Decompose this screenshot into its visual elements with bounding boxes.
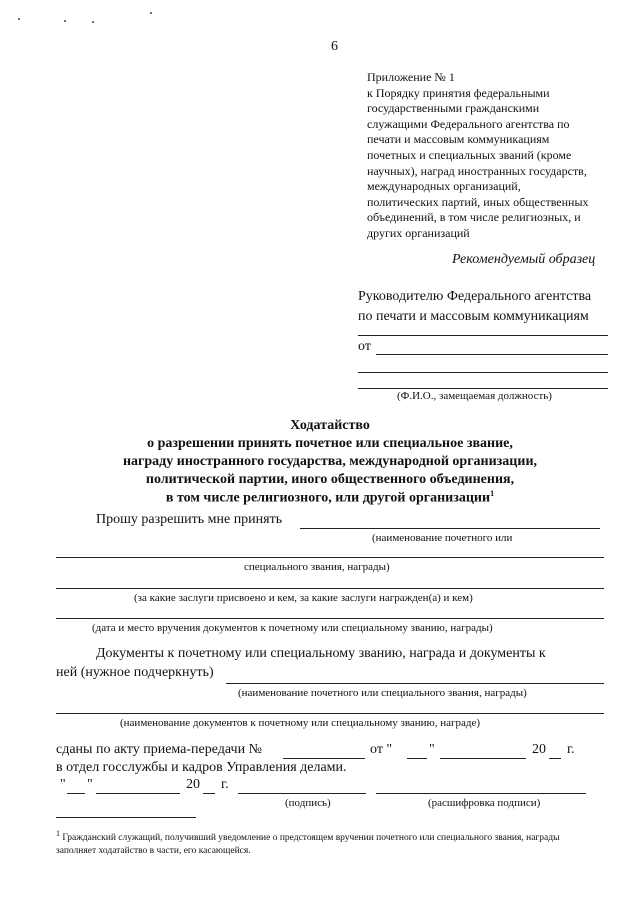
document-title: Ходатайство bbox=[290, 418, 370, 433]
title-name-field-2[interactable] bbox=[56, 557, 604, 558]
sign-year-suffix: г. bbox=[221, 777, 229, 792]
addressee-line: Руководителю Федерального агентства bbox=[358, 289, 592, 304]
request-caption: (дата и место вручения документов к почетному или специальному званию, награды) bbox=[92, 622, 493, 634]
request-caption: (за какие заслуги присвоено и кем, за какие заслуги награжден(а) и кем) bbox=[134, 592, 473, 604]
date-close-quote: " bbox=[87, 777, 93, 792]
appendix-line: почетных и специальных званий (кроме bbox=[367, 147, 572, 162]
from-label: от bbox=[358, 339, 371, 354]
sign-year: 20 bbox=[186, 777, 200, 792]
from-field[interactable] bbox=[376, 354, 608, 355]
documents-list-field[interactable] bbox=[56, 713, 604, 714]
sign-year-field[interactable] bbox=[203, 793, 215, 794]
merits-field[interactable] bbox=[56, 588, 604, 589]
addressee-line: по печати и массовым коммуникациям bbox=[358, 309, 589, 324]
footnote bbox=[56, 827, 596, 858]
act-year-field[interactable] bbox=[549, 758, 561, 759]
signature-caption: (подпись) bbox=[285, 797, 331, 809]
act-day-field[interactable] bbox=[407, 758, 427, 759]
act-number-field[interactable] bbox=[283, 758, 365, 759]
scan-speck bbox=[64, 20, 66, 22]
appendix-line: международных организаций, bbox=[367, 179, 521, 194]
scan-speck bbox=[18, 18, 20, 20]
appendix-line: печати и массовым коммуникациям bbox=[367, 132, 550, 147]
request-text: Прошу разрешить мне принять bbox=[96, 512, 283, 527]
title-name-field[interactable] bbox=[300, 528, 600, 529]
request-caption: специального звания, награды) bbox=[244, 561, 390, 573]
page-number: 6 bbox=[331, 39, 338, 54]
appendix-line: объединений, в том числе религиозных, и bbox=[367, 210, 581, 225]
sign-day-field[interactable] bbox=[67, 793, 85, 794]
footnote-mark: 1 bbox=[490, 489, 495, 498]
addressee-blank-line[interactable] bbox=[358, 372, 608, 373]
decode-caption: (расшифровка подписи) bbox=[428, 797, 541, 809]
scan-speck bbox=[150, 12, 152, 14]
fio-caption: (Ф.И.О., замещаемая должность) bbox=[397, 390, 552, 402]
transfer-text: сданы по акту приема-передачи № bbox=[56, 742, 262, 757]
appendix-line: научных), наград иностранных государств, bbox=[367, 163, 587, 178]
appendix-block bbox=[367, 70, 629, 242]
footnote-separator bbox=[56, 817, 196, 818]
appendix-line: служащими Федерального агентства по bbox=[367, 116, 570, 131]
documents-caption: (наименование документов к почетному или специальному званию, награде) bbox=[120, 717, 481, 729]
date-place-field[interactable] bbox=[56, 618, 604, 619]
addressee-block bbox=[358, 287, 591, 327]
appendix-line: других организаций bbox=[367, 225, 470, 240]
transfer-year-suffix: г. bbox=[567, 742, 575, 757]
transfer-department: в отдел госслужбы и кадров Управления делами. bbox=[56, 760, 347, 775]
appendix-line: к Порядку принятия федеральными bbox=[367, 85, 550, 100]
signature-decode-field[interactable] bbox=[376, 793, 586, 794]
footnote-text: Гражданский служащий, получивший уведомление о предстоящем вручении почетного или специального звания, награды заполняет ходатайство в части, его касающейся. bbox=[56, 833, 560, 857]
documents-text: ней (нужное подчеркнуть) bbox=[56, 665, 214, 680]
documents-caption: (наименование почетного или специального звания, награды) bbox=[238, 687, 527, 699]
appendix-line: политических партий, иных общественных bbox=[367, 194, 589, 209]
signature-field[interactable] bbox=[238, 793, 366, 794]
footnote-number: 1 bbox=[56, 829, 60, 838]
transfer-quote: " bbox=[429, 742, 435, 757]
sample-label: Рекомендуемый образец bbox=[452, 252, 596, 267]
date-open-quote: " bbox=[60, 777, 66, 792]
scan-speck bbox=[92, 21, 94, 23]
appendix-line: Приложение № 1 bbox=[367, 70, 455, 84]
request-caption: (наименование почетного или bbox=[372, 532, 513, 544]
act-month-field[interactable] bbox=[440, 758, 526, 759]
title-line: политической партии, иного общественного объединения, bbox=[145, 472, 515, 487]
documents-title-field[interactable] bbox=[226, 683, 604, 684]
transfer-from: от " bbox=[370, 742, 393, 757]
addressee-blank-line[interactable] bbox=[358, 388, 608, 389]
sign-month-field[interactable] bbox=[96, 793, 180, 794]
documents-text: Документы к почетному или специальному званию, награда и документы к bbox=[96, 646, 546, 661]
transfer-year: 20 bbox=[532, 742, 546, 757]
title-line: награду иностранного государства, международной организации, bbox=[122, 454, 538, 469]
title-line: о разрешении принять почетное или специальное звание, bbox=[147, 436, 513, 451]
appendix-line: государственными гражданскими bbox=[367, 101, 540, 116]
title-line-last: в том числе религиозного, или другой организации$^1$ bbox=[165, 489, 495, 506]
addressee-blank-line[interactable] bbox=[358, 335, 608, 336]
